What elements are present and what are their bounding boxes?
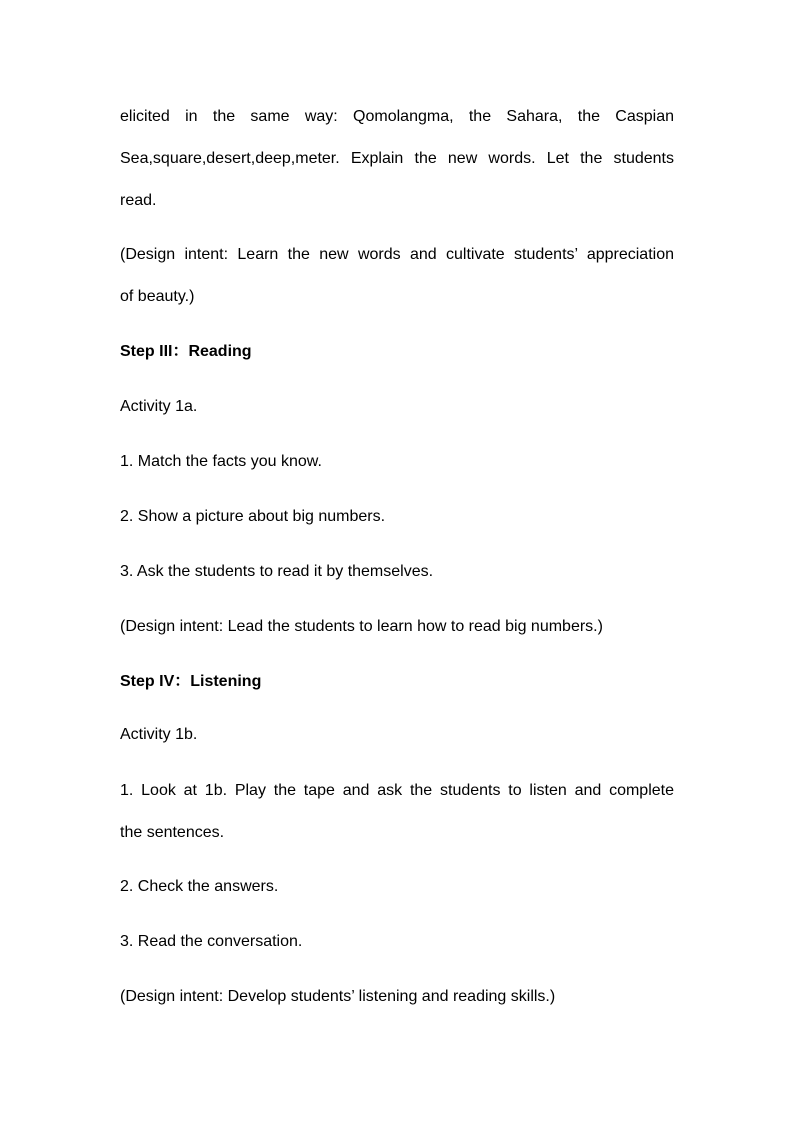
list-item: 3. Ask the students to read it by themselves. [120,563,434,580]
paragraph-line: (Design intent: Learn the new words and cultivate students’ appreciation [120,246,674,263]
paragraph-line: of beauty.) [120,288,195,305]
activity-1b-label: Activity 1b. [120,726,198,743]
paragraph-line: the sentences. [120,824,225,841]
step3-heading: Step III：Reading [120,343,252,360]
list-item: 3. Read the conversation. [120,933,303,950]
list-item: 2. Show a picture about big numbers. [120,508,386,525]
listening-item-1 [120,770,674,854]
paragraph-line: elicited in the same way: Qomolangma, the Sahara, the Caspian [120,108,674,125]
list-item: 1. Match the facts you know. [120,453,322,470]
paragraph-vocabulary [120,96,674,222]
step4-heading: Step IV：Listening [120,673,262,690]
paragraph-line: read. [120,192,157,209]
paragraph-line: Sea,square,desert,deep,meter. Explain the new words. Let the students [120,150,674,167]
design-intent-reading: (Design intent: Lead the students to learn how to read big numbers.) [120,618,603,635]
activity-1a-label: Activity 1a. [120,398,198,415]
list-item: 2. Check the answers. [120,878,279,895]
design-intent-vocabulary [120,234,674,318]
paragraph-line: 1. Look at 1b. Play the tape and ask the students to listen and complete [120,782,674,799]
design-intent-listening: (Design intent: Develop students’ listening and reading skills.) [120,988,556,1005]
